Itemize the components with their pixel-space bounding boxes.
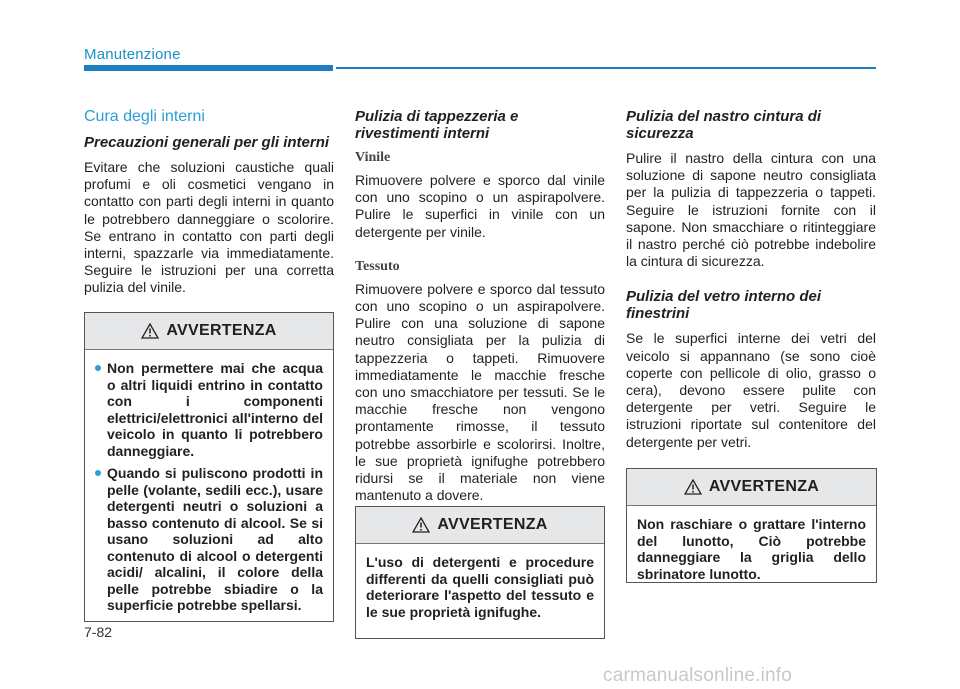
warning-title: AVVERTENZA — [708, 478, 820, 495]
warning-body — [356, 544, 604, 628]
warning-text: Non raschiare o grattare l'interno del lunotto, Ciò potrebbe danneggiare la griglia dello sbrinatore lunotto. — [637, 516, 866, 582]
warning-triangle-icon — [684, 479, 702, 495]
header-bar-accent — [84, 65, 333, 71]
warning-body — [85, 350, 333, 628]
warning-item — [95, 465, 323, 614]
section-header-title: Manutenzione — [84, 46, 181, 63]
header-rule — [336, 67, 876, 69]
subtitle-seat-belt: Pulizia del nastro cintura di sicurezza — [626, 108, 822, 142]
warning-title: AVVERTENZA — [437, 516, 548, 533]
warning-item-text: Quando si puliscono prodotti in pelle (volante, sedili ecc.), usare detergenti neutri o soluzioni a basso contenuto di alcool. Se si usano soluzioni ad alto contenuto di alcool o detergenti acidi/ alcalini, il colore della pelle potrebbe sbiadire o la superficie potrebbe spellarsi. — [107, 465, 323, 613]
subtitle-general-precautions: Precauzioni generali per gli interni — [84, 134, 330, 151]
page-number: 7-82 — [84, 624, 113, 640]
warning-box-fabric — [355, 506, 605, 639]
section-title: Cura degli interni — [84, 108, 205, 125]
warning-header — [356, 507, 604, 544]
subheading-tessuto: Tessuto — [355, 258, 400, 274]
subtitle-upholstery: Pulizia di tappezzeria e rivestimenti interni — [355, 108, 519, 142]
warning-triangle-icon — [141, 323, 159, 339]
warning-text: L'uso di detergenti e procedure differenti da quelli consigliati può deteriorare l'aspetto del tessuto e le sue proprietà ignifughe. — [366, 554, 594, 620]
bullet-icon — [95, 365, 101, 371]
subtitle-window-glass: Pulizia del vetro interno dei finestrini — [626, 288, 822, 323]
warning-item-text: Non permettere mai che acqua o altri liquidi entrino in contatto con i componenti elettrici/elettronici all'interno del veicolo in quanto li potrebbero danneggiare. — [107, 360, 323, 459]
warning-item — [95, 360, 323, 459]
paragraph-window-glass: Se le superfici interne dei vetri del veicolo si appannano (se sono cioè coperte con pellicole di olio, grasso o cera), devono essere pulite con detergente per vetri. Seguire le istruzioni riportate sul contenitore del detergente per vetri. — [626, 330, 876, 450]
paragraph-vinile: Rimuovere polvere e sporco dal vinile con uno scopino o un aspirapolvere. Pulire le superfici in vinile con un detergente per vinile. — [355, 172, 605, 240]
watermark: carmanualsonline.info — [603, 665, 793, 686]
warning-box-rear-window — [626, 468, 877, 583]
warning-body — [627, 506, 876, 590]
column-1 — [84, 108, 334, 297]
paragraph-seat-belt: Pulire il nastro della cintura con una soluzione di sapone neutro consigliata per la pulizia di tappezzeria o tappeti. Seguire le istruzioni fornite con il sapone. Non smacchiare o ritinteggiare il nastro perché ciò potrebbe indebolire la cintura di sicurezza. — [626, 150, 876, 270]
warning-title: AVVERTENZA — [166, 322, 277, 339]
paragraph-tessuto: Rimuovere polvere e sporco dal tessuto con uno scopino o un aspirapolvere. Pulire con una soluzione di sapone neutro consigliata per la pulizia di tappezzeria o tappeti. Rimuovere immediatamente le macchie fresche con uno smacchiatore per tessuti. Se le macchie fresche non vengono prontamente rimosse, il tessuto potrebbe assorbirle e scolorirsi. Inoltre, le sue proprietà ignifughe potrebbero ridursi se il materiale non viene mantenuto a dovere. — [355, 280, 605, 504]
warning-header — [627, 469, 876, 506]
warning-header — [85, 313, 333, 350]
paragraph-general-precautions: Evitare che soluzioni caustiche quali profumi e oli cosmetici vengano in contatto con parti degli interni in quanto le potrebbero danneggiare o scolorire. Se entrano in contatto con parti degli interni, spazzarle via immediatamente. Seguire le istruzioni per una corretta pulizia del vinile. — [84, 159, 334, 296]
column-3 — [626, 108, 876, 451]
subheading-vinile: Vinile — [355, 150, 391, 165]
bullet-icon — [95, 470, 101, 476]
warning-triangle-icon — [412, 517, 430, 533]
column-2 — [355, 108, 605, 504]
warning-box-liquids-leather — [84, 312, 334, 622]
